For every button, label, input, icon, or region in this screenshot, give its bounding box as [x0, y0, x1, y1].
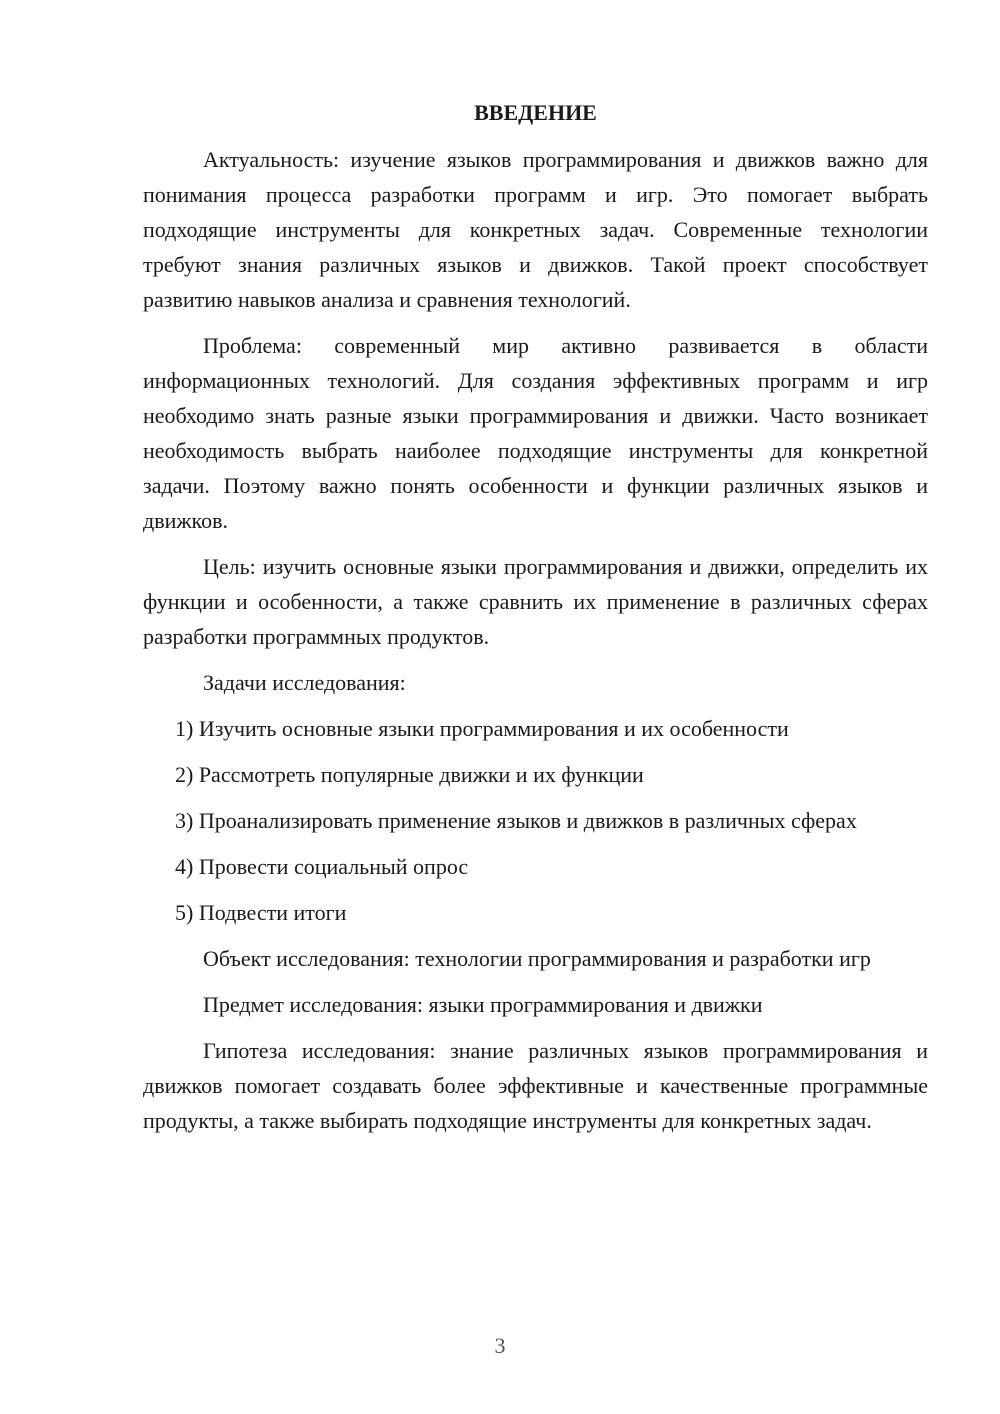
- object-paragraph: Объект исследования: технологии программирования и разработки игр: [203, 946, 871, 971]
- task-item: 3) Проанализировать применение языков и движков в различных сферах: [175, 808, 857, 833]
- task-item: 1) Изучить основные языки программирования и их особенности: [175, 716, 789, 741]
- subject-paragraph: Предмет исследования: языки программирования и движки: [203, 992, 763, 1017]
- task-item: 5) Подвести итоги: [175, 900, 347, 925]
- task-item: 2) Рассмотреть популярные движки и их функции: [175, 762, 644, 787]
- problem-paragraph: Проблема: современный мир активно развивается в области информационных технологий. Для создания эффективных программ и игр необходимо знать разные языки программирования и движки. Часто возникает необходимость выбрать наиболее подходящие инструменты для конкретной задачи. Поэтому важно понять особенности и функции различных языков и движков.: [143, 333, 928, 533]
- hypothesis-paragraph: Гипотеза исследования: знание различных языков программирования и движков помогает создавать более эффективные и качественные программные продукты, а также выбирать подходящие инструменты для конкретных задач.: [143, 1038, 928, 1133]
- page-content: [143, 95, 928, 1149]
- tasks-heading: Задачи исследования:: [203, 670, 406, 695]
- page-title: ВВЕДЕНИЕ: [474, 100, 597, 125]
- goal-paragraph: Цель: изучить основные языки программирования и движки, определить их функции и особенности, а также сравнить их применение в различных сферах разработки программных продуктов.: [143, 554, 928, 649]
- page-number: 3: [494, 1333, 506, 1358]
- task-item: 4) Провести социальный опрос: [175, 854, 469, 879]
- relevance-paragraph: Актуальность: изучение языков программирования и движков важно для понимания процесса разработки программ и игр. Это помогает выбрать подходящие инструменты для конкретных задач. Современные технологии требуют знания различных языков и движков. Такой проект способствует развитию навыков анализа и сравнения технологий.: [143, 147, 928, 312]
- tasks-list: [143, 711, 928, 930]
